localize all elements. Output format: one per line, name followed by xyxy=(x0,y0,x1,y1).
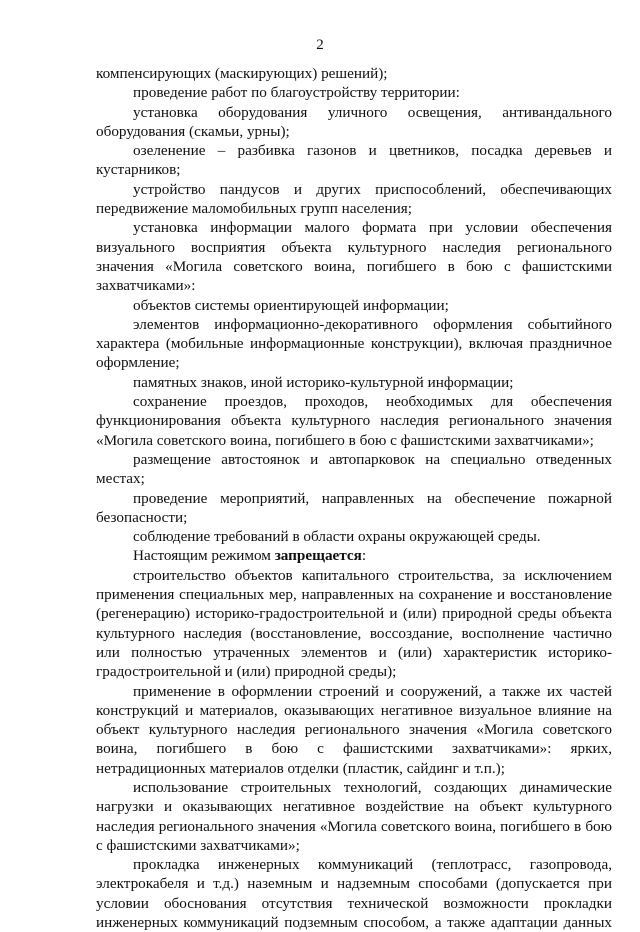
paragraph: установка информации малого формата при условии обеспечения визуального восприятия объекта культурного наследия регионального значения «Могила советского воина, погибшего в бою с фашистскими захватчиками»: xyxy=(96,219,612,295)
heading-bold-word: запрещается xyxy=(274,547,362,565)
heading-text-after: : xyxy=(361,547,367,565)
prohibitions-heading xyxy=(96,546,612,565)
paragraph: проведение работ по благоустройству территории: xyxy=(133,84,460,102)
paragraph: соблюдение требований в области охраны окружающей среды. xyxy=(133,528,541,546)
paragraph: прокладка инженерных коммуникаций (теплотрасс, газопровода, электрокабеля и т.д.) наземным и надземным способами (допускается при условии обоснования отсутствия технической возможности прокладки инженерных коммуникаций подземным способом, а также адаптации данных xyxy=(96,856,612,932)
paragraph: установка оборудования уличного освещения, антивандального оборудования (скамьи, урны); xyxy=(96,103,612,140)
paragraph: озеленение – разбивка газонов и цветников, посадка деревьев и кустарников; xyxy=(96,142,612,179)
paragraph: сохранение проездов, проходов, необходимых для обеспечения функционирования объекта культурного наследия регионального значения «Могила советского воина, погибшего в бою с фашистскими захватчиками»; xyxy=(96,393,612,449)
paragraph: проведение мероприятий, направленных на обеспечение пожарной безопасности; xyxy=(96,489,612,526)
paragraph: применение в оформлении строений и сооружений, а также их частей конструкций и материалов, оказывающих негативное визуальное влияние на объект культурного наследия регионального значения «Могила советского воина, погибшего в бою с фашистскими захватчиками»: ярких, нетрадиционных материалов отделки (пластик, сайдинг и т.п.); xyxy=(96,682,612,777)
paragraph: памятных знаков, иной историко-культурной информации; xyxy=(133,373,514,391)
paragraph: размещение автостоянок и автопарковок на специально отведенных местах; xyxy=(96,450,612,488)
paragraph: элементов информационно-декоративного оформления событийного характера (мобильные информационные конструкции), включая праздничное оформление; xyxy=(96,315,612,372)
paragraph: строительство объектов капитального строительства, за исключением применения специальных мер, направленных на сохранение и восстановление (регенерацию) историко-градостроительной и (или) природной среды объекта культурного наследия (восстановление, воссоздание, восполнение частично или полностью утраченных элементов и (или) характеристик историко-градостроительной и (или) природной среды); xyxy=(96,566,612,681)
heading-text-before: Настоящим режимом xyxy=(133,547,275,565)
paragraph: объектов системы ориентирующей информации; xyxy=(133,296,449,314)
paragraph: использование строительных технологий, создающих динамические нагрузки и оказывающих негативное воздействие на объект культурного наследия регионального значения «Могила советского воина, погибшего в бою с фашистскими захватчиками»; xyxy=(96,778,612,854)
document-body xyxy=(96,64,612,932)
paragraph: устройство пандусов и других приспособлений, обеспечивающих передвижение маломобильных групп населения; xyxy=(96,180,612,218)
paragraph: компенсирующих (маскирующих) решений); xyxy=(96,65,388,82)
page-number: 2 xyxy=(316,37,324,53)
